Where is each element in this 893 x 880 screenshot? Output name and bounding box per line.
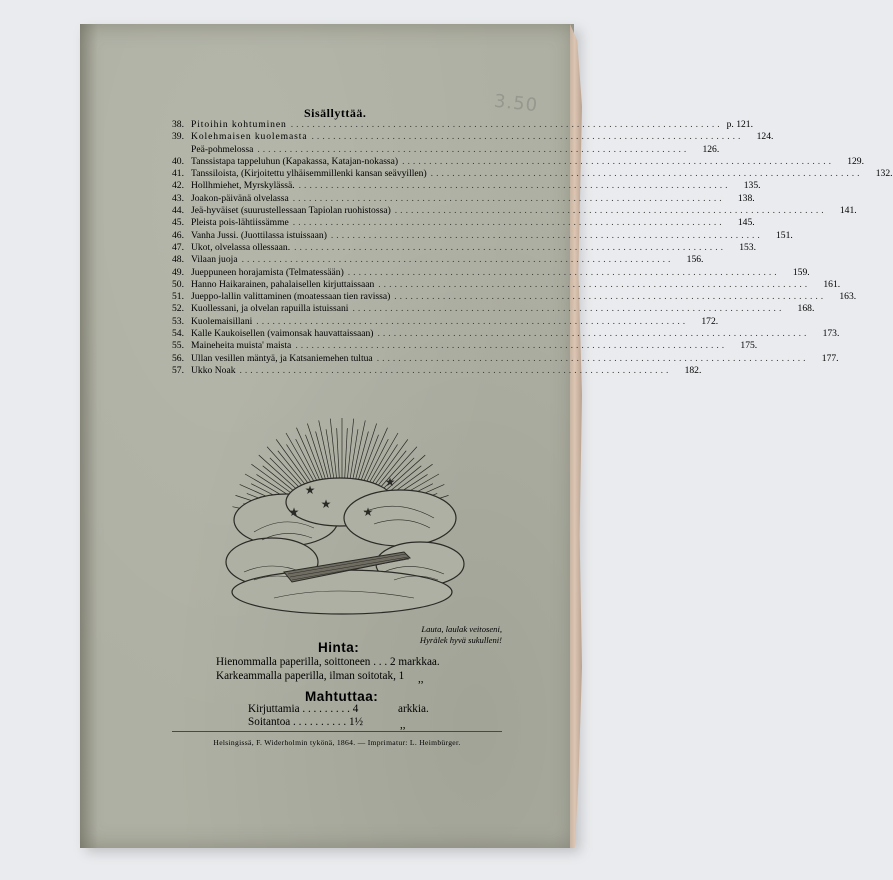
toc-entry-title: Ukko Noak — [191, 364, 236, 376]
toc-entry — [172, 328, 840, 340]
toc-entry — [172, 254, 704, 266]
dot-leader: ................................................................................ — [292, 217, 725, 229]
toc-entry-page: 141. — [839, 205, 857, 217]
toc-entry-page: 172. — [701, 315, 719, 327]
table-of-contents — [172, 119, 893, 377]
svg-text:★: ★ — [320, 497, 332, 511]
toc-entry — [172, 315, 719, 328]
toc-entry-number: 54. — [172, 328, 184, 340]
toc-entry-title: Tanssiloista, (Kirjoitettu ylhäisemmillenki kansan seävyillen) — [191, 168, 427, 180]
toc-entry-title: Kolehmaisen kuolemasta — [191, 131, 308, 143]
dot-leader: ................................................................................ — [378, 278, 811, 290]
dot-leader: ................................................................................ — [294, 241, 726, 253]
spine-shadow — [80, 24, 98, 848]
toc-entry-number: 52. — [172, 303, 184, 315]
toc-entry-title: Jeä-hyväiset (suurustellessaan Tapiolan ruohistossa) — [191, 205, 391, 217]
toc-entry-number: 38. — [172, 119, 184, 130]
toc-entry-title: Jueppo-lallin valittaminen (moatessaan tien ravissa) — [191, 291, 391, 303]
imprint-line: Helsingissä, F. Widerholmin tykönä, 1864. — Imprimatur: L. Heimbürger. — [213, 738, 461, 747]
svg-text:★: ★ — [384, 475, 396, 489]
toc-entry — [172, 217, 755, 229]
toc-entry-title: Pleista pois-lähtiissämme — [191, 217, 289, 229]
dot-leader: ................................................................................ — [352, 303, 785, 315]
dot-leader: ................................................................................ — [311, 131, 744, 143]
toc-entry-number: 56. — [172, 352, 184, 364]
dot-leader: ................................................................................ — [394, 291, 827, 303]
toc-entry-title: Peä-pohmelossa — [191, 143, 254, 155]
svg-text:★: ★ — [288, 505, 300, 519]
toc-entry — [172, 119, 753, 131]
dot-leader: ................................................................................ — [330, 229, 763, 241]
toc-entry-page: 145. — [737, 217, 755, 229]
motto-line: Hyrälek hyvä sukulleni! — [419, 635, 502, 645]
toc-entry-page: 129. — [847, 155, 864, 167]
toc-entry-page: 124. — [756, 131, 774, 143]
toc-entry-title: Maineheita muista' maista — [191, 340, 292, 352]
toc-entry — [172, 229, 793, 242]
motto-line: Lauta, laulak veitoseni, — [421, 624, 502, 634]
toc-entry-number: 45. — [172, 217, 184, 229]
toc-entry-page: 182. — [684, 364, 702, 376]
toc-entry-page: 168. — [797, 303, 815, 315]
toc-entry — [172, 291, 857, 303]
dot-leader: ................................................................................ — [347, 266, 780, 278]
dot-leader: ................................................................................ — [290, 119, 723, 130]
toc-entry — [172, 143, 720, 156]
toc-entry — [172, 168, 893, 180]
toc-entry-page: 132. — [875, 168, 893, 180]
toc-entry — [172, 266, 810, 279]
toc-entry-number: 46. — [172, 229, 184, 241]
size-heading: Mahtuttaa: — [305, 689, 379, 704]
toc-entry-page: 177. — [821, 352, 839, 364]
toc-entry-page: 151. — [775, 229, 793, 241]
svg-text:★: ★ — [304, 483, 316, 497]
toc-entry-page: 161. — [823, 278, 841, 290]
toc-entry — [172, 340, 758, 352]
divider-rule — [172, 731, 502, 732]
toc-entry-page: 126. — [702, 143, 720, 155]
toc-entry-title: Tanssistapa tappeluhun (Kapakassa, Katajan-nokassa) — [191, 155, 399, 167]
toc-entry — [172, 192, 755, 205]
toc-entry-page: p. 121. — [726, 119, 753, 130]
toc-entry-page: 175. — [740, 340, 758, 352]
ditto-mark: ,, — [400, 719, 406, 731]
toc-entry — [172, 352, 839, 365]
toc-entry-title: Vanha Jussi. (Juottilassa istuissaan) — [191, 229, 327, 241]
sunrise-engraving — [214, 412, 470, 622]
toc-entry-title: Ullan vesillen mäntyä, ja Katsaniemehen tultua — [191, 352, 373, 364]
toc-entry-title: Hollhmiehet, Myrskylässä. — [191, 180, 295, 192]
size-line: Soitantoa . . . . . . . . . . 1½ — [248, 716, 363, 728]
motto — [398, 624, 502, 646]
toc-entry-title: Kuollessani, ja olvelan rapuilla istuissani — [191, 303, 349, 315]
toc-entry — [172, 131, 774, 143]
dot-leader: ................................................................................ — [292, 192, 725, 204]
toc-entry-title: Kuolemaisillani — [191, 315, 253, 327]
toc-entry — [172, 303, 815, 315]
dot-leader: ................................................................................ — [394, 205, 827, 217]
toc-title: Sisällyttää. — [304, 106, 367, 120]
toc-entry-title: Vilaan juoja — [191, 254, 238, 266]
toc-entry-page: 159. — [792, 266, 810, 278]
toc-entry-page: 153. — [739, 241, 756, 253]
dot-leader: ................................................................................ — [377, 328, 810, 340]
dot-leader: ................................................................................ — [256, 315, 689, 327]
toc-entry-number: 48. — [172, 254, 184, 266]
dot-leader: ................................................................................ — [295, 340, 728, 352]
toc-entry-title: Jueppuneen horajamista (Telmatessään) — [191, 266, 344, 278]
dot-leader: ................................................................................ — [257, 143, 690, 155]
toc-entry-page: 163. — [839, 291, 857, 303]
dot-leader: ................................................................................ — [298, 180, 731, 192]
toc-entry — [172, 155, 864, 168]
toc-entry-number: 57. — [172, 364, 184, 376]
svg-text:★: ★ — [362, 505, 374, 519]
toc-entry-number: 39. — [172, 131, 184, 143]
dot-leader: ................................................................................ — [402, 155, 834, 167]
toc-entry-number: 49. — [172, 266, 184, 278]
price-line: Hienommalla paperilla, soittoneen . . . 2 markkaa. — [216, 656, 440, 668]
toc-entry-number: 53. — [172, 315, 184, 327]
toc-entry-page: 156. — [686, 254, 704, 266]
toc-entry-number: 44. — [172, 205, 184, 217]
dot-leader: ................................................................................ — [430, 168, 863, 180]
toc-entry — [172, 180, 761, 192]
toc-entry-number: 41. — [172, 168, 184, 180]
toc-entry-title: Pitoihin kohtuminen — [191, 119, 287, 130]
ditto-mark: ,, — [418, 673, 424, 685]
toc-entry-title: Kalle Kaukoisellen (vaimonsak hauvattaissaan) — [191, 328, 374, 340]
toc-entry-number: 51. — [172, 291, 184, 303]
toc-entry-title: Hanno Haikarainen, pahalaisellen kirjuttaissaan — [191, 278, 375, 290]
pencil-price-note: 3.50 — [493, 90, 540, 117]
size-unit: arkkia. — [398, 703, 429, 715]
toc-entry-number: 43. — [172, 192, 184, 204]
toc-entry-number: 55. — [172, 340, 184, 352]
toc-entry-page: 135. — [743, 180, 761, 192]
dot-leader: ................................................................................ — [376, 352, 809, 364]
price-heading: Hinta: — [318, 640, 360, 655]
toc-entry-number: 40. — [172, 155, 184, 167]
toc-entry — [172, 241, 756, 254]
price-line: Karkeammalla paperilla, ilman soitotak, 1 — [216, 670, 405, 682]
toc-entry-title: Ukot, olvelassa ollessaan. — [191, 241, 291, 253]
toc-entry-number: 50. — [172, 278, 184, 290]
toc-entry-number: 42. — [172, 180, 184, 192]
toc-entry-page: 138. — [737, 192, 755, 204]
dot-leader: ................................................................................ — [241, 254, 674, 266]
toc-entry — [172, 364, 702, 377]
toc-entry-page: 173. — [822, 328, 840, 340]
size-line: Kirjuttamia . . . . . . . . . 4 — [248, 703, 359, 715]
dot-leader: ................................................................................ — [239, 364, 672, 376]
toc-entry-number: 47. — [172, 241, 184, 253]
toc-entry — [172, 278, 841, 291]
toc-entry — [172, 205, 857, 217]
toc-entry-title: Joakon-päivänä olvelassa — [191, 192, 289, 204]
